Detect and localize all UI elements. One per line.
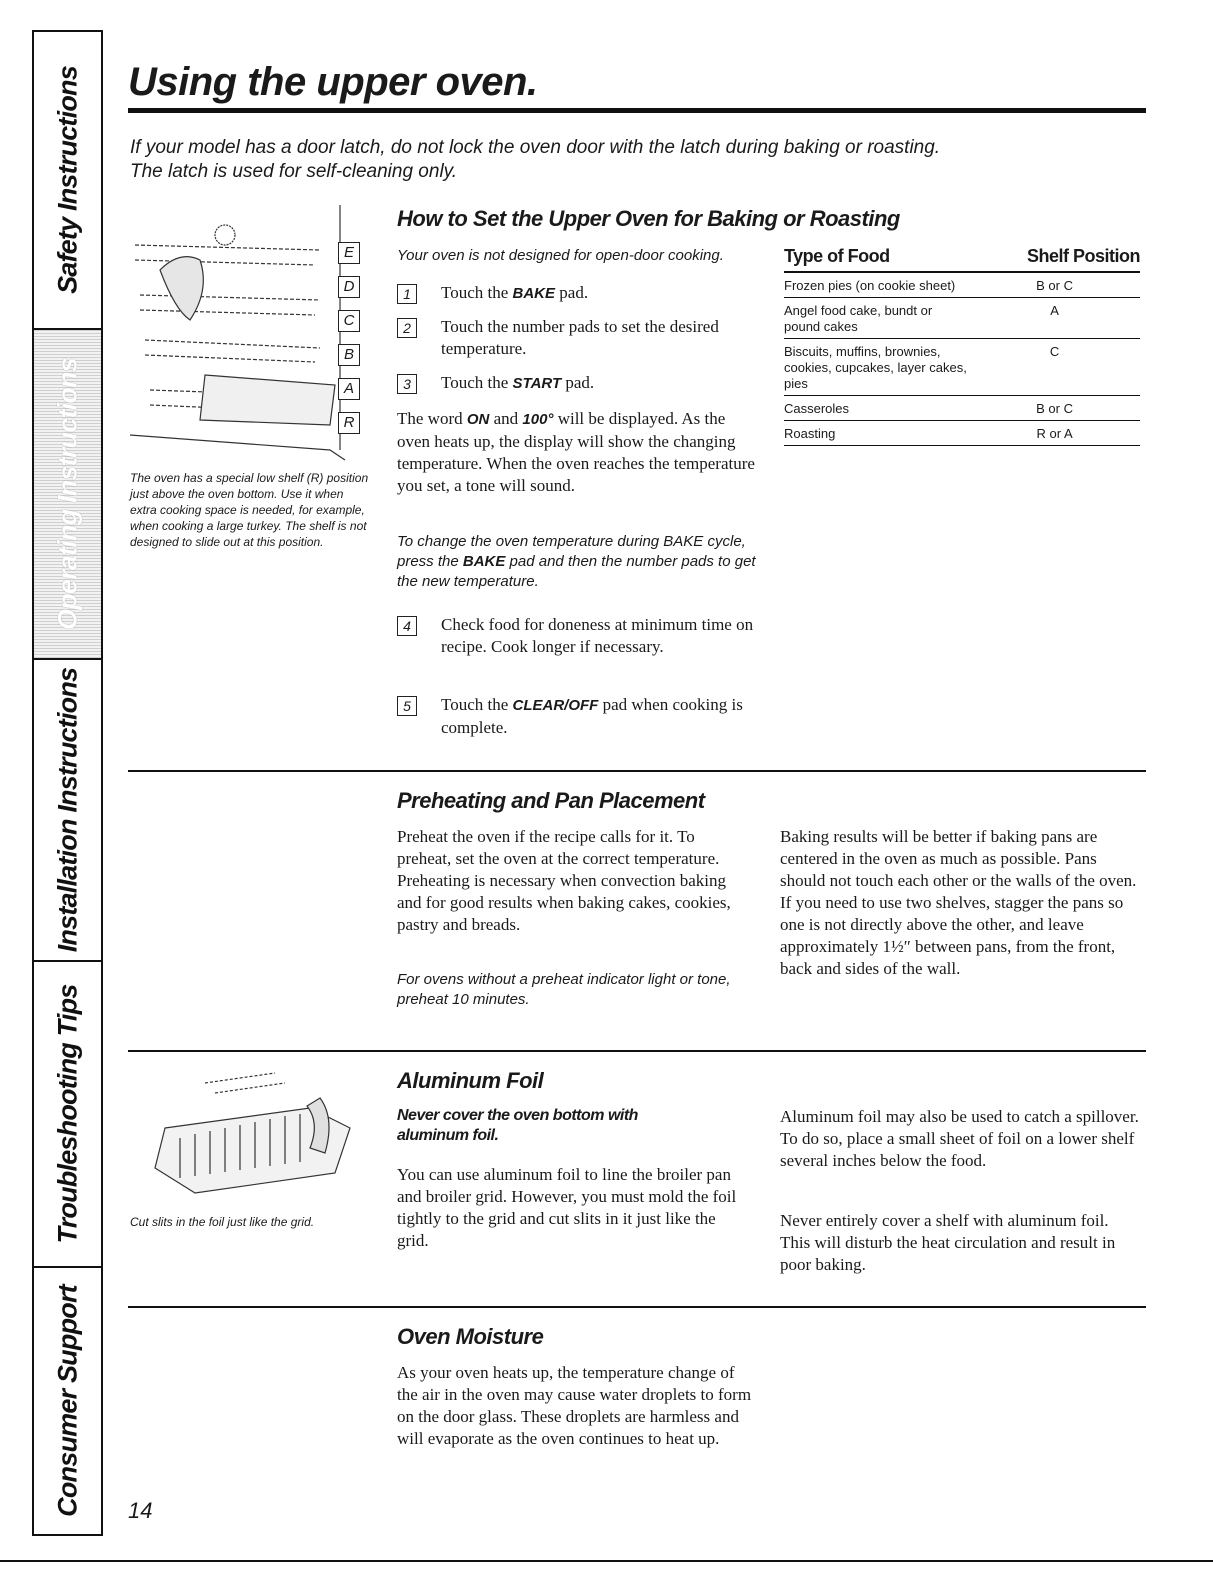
tab-label: Safety Instructions <box>52 66 82 294</box>
shelf-label-a: A <box>338 378 360 400</box>
step-text: Touch the number pads to set the desired temperature. <box>441 317 719 358</box>
section-divider <box>128 770 1146 772</box>
oven-shelves-drawing <box>130 200 370 470</box>
text-fragment: will be displayed. As the oven heats up, the display will show the changing temperature. When the oven reaches the temperature you set, a tone will sound. <box>397 409 755 495</box>
foil-spillover-text: Aluminum foil may also be used to catch a spillover. To do so, place a small sheet of foil on a lower shelf several inches below the food. <box>780 1107 1139 1170</box>
food-cell: Angel food cake, bundt or pound cakes <box>784 298 969 339</box>
step-text <box>441 372 757 395</box>
bake-pad-keyword: BAKE <box>512 285 556 302</box>
tab-label: Installation Instructions <box>52 667 82 953</box>
oven-shelf-illustration <box>130 200 370 470</box>
position-cell: A <box>969 298 1140 339</box>
preheat-heading: Preheating and Pan Placement <box>397 788 705 813</box>
position-cell: C <box>969 339 1140 396</box>
position-cell: B or C <box>969 396 1140 421</box>
position-cell: B or C <box>969 272 1140 298</box>
section-divider <box>128 1306 1146 1308</box>
bake-heading: How to Set the Upper Oven for Baking or Roasting <box>397 206 900 231</box>
title-divider <box>128 108 1146 113</box>
step-text-pre: Touch the <box>441 373 513 392</box>
table-row <box>784 421 1140 446</box>
tab-label: Troubleshooting Tips <box>52 984 82 1244</box>
open-door-note: Your oven is not designed for open-door cooking. <box>397 247 724 264</box>
pan-placement-text: Baking results will be better if baking pans are centered in the oven as much as possible. Pans should not touch each other or the walls of the oven. If you need to use two shelves, stagger the pans so one is not directly above the other, and leave approximately 1½″ between pans, from the front, back and sides of the wall. <box>780 827 1137 978</box>
column-header-position: Shelf Position <box>969 246 1140 272</box>
text-fragment: To change the oven temperature during BAKE cycle, press the <box>397 533 746 570</box>
on-keyword: ON <box>466 411 490 428</box>
change-temperature-note <box>397 532 757 592</box>
table-header-row <box>784 246 1140 272</box>
shelf-label-e: E <box>338 242 360 264</box>
foil-warning: Never cover the oven bottom with aluminum foil. <box>397 1107 638 1144</box>
display-description <box>397 408 757 497</box>
shelf-position-table <box>784 246 1140 446</box>
preheat-note: For ovens without a preheat indicator light or tone, preheat 10 minutes. <box>397 971 731 1008</box>
section-divider <box>128 1050 1146 1052</box>
food-cell: Biscuits, muffins, brownies, cookies, cupcakes, layer cakes, pies <box>784 339 969 396</box>
footer-divider <box>0 1560 1213 1562</box>
foil-figure-caption: Cut slits in the foil just like the grid. <box>130 1215 315 1229</box>
step-text-pre: Touch the <box>441 695 513 714</box>
tab-consumer-support[interactable] <box>34 1268 101 1534</box>
tab-label: Consumer Support <box>52 1285 82 1517</box>
table-row <box>784 298 1140 339</box>
shelf-label-r: R <box>338 412 360 434</box>
latch-warning <box>130 136 1030 184</box>
table-row <box>784 339 1140 396</box>
step-text-pre: Touch the <box>441 283 513 302</box>
shelf-figure-caption: The oven has a special low shelf (R) position just above the oven bottom. Use it when extra cooking space is needed, for example, when cooking a large turkey. The shelf is not designed to slide out at this position. <box>130 471 369 549</box>
clear-off-keyword: CLEAR/OFF <box>512 697 599 714</box>
section-tabs <box>32 30 103 1536</box>
step-text-post: pad. <box>561 373 595 392</box>
shelf-label-c: C <box>338 310 360 332</box>
food-cell: Frozen pies (on cookie sheet) <box>784 272 969 298</box>
step-text-post: pad when cooking is complete. <box>441 695 743 737</box>
text-fragment: and <box>489 409 523 428</box>
shelf-label-b: B <box>338 344 360 366</box>
moisture-text: As your oven heats up, the temperature change of the air in the oven may cause water droplets to form on the door glass. These droplets are harmless and will evaporate as the oven continues to heat up. <box>397 1363 752 1448</box>
step-text: Check food for doneness at minimum time on recipe. Cook longer if necessary. <box>441 615 754 656</box>
text-fragment: pad and then the number pads to get the new temperature. <box>397 553 756 590</box>
foil-grid-drawing <box>135 1068 365 1208</box>
foil-heading: Aluminum Foil <box>397 1068 544 1093</box>
page-title: Using the upper oven. <box>128 60 538 104</box>
shelf-label-d: D <box>338 276 360 298</box>
step-text <box>441 694 757 739</box>
food-cell: Casseroles <box>784 396 969 421</box>
foil-text: You can use aluminum foil to line the broiler pan and broiler grid. However, you must mold the foil tightly to the grid and cut slits in it just like the grid. <box>397 1165 737 1250</box>
page-number: 14 <box>128 1498 153 1523</box>
table-row <box>784 396 1140 421</box>
step-number: 1 <box>397 284 417 304</box>
intro-line: The latch is used for self-cleaning only. <box>130 161 458 182</box>
bake-step <box>397 282 757 305</box>
foil-shelf-warning: Never entirely cover a shelf with aluminum foil. This will disturb the heat circulation and result in poor baking. <box>780 1211 1116 1274</box>
moisture-heading: Oven Moisture <box>397 1324 544 1349</box>
food-cell: Roasting <box>784 421 969 446</box>
tab-installation-instructions[interactable] <box>34 660 101 962</box>
start-pad-keyword: START <box>512 375 562 392</box>
text-fragment: The word <box>397 409 467 428</box>
bake-step <box>397 694 757 739</box>
tab-label: Operating Instructions <box>52 358 82 630</box>
temperature-keyword: 100° <box>522 411 554 428</box>
step-number: 5 <box>397 696 417 716</box>
bake-step <box>397 614 757 658</box>
column-header-food: Type of Food <box>784 246 969 272</box>
step-text <box>441 282 757 305</box>
position-cell: R or A <box>969 421 1140 446</box>
step-number: 3 <box>397 374 417 394</box>
preheat-text: Preheat the oven if the recipe calls for it. To preheat, set the oven at the correct temperature. Preheating is necessary when convection baking and for good results when baking cakes, cookies, pastry and breads. <box>397 827 731 934</box>
tab-safety-instructions[interactable] <box>34 32 101 330</box>
table-row <box>784 272 1140 298</box>
bake-keyword: BAKE <box>462 553 506 570</box>
step-text-post: pad. <box>555 283 589 302</box>
bake-step <box>397 316 757 360</box>
intro-line: If your model has a door latch, do not lock the oven door with the latch during baking or roasting. <box>130 137 941 158</box>
tab-operating-instructions[interactable] <box>34 330 101 660</box>
broiler-pan-illustration <box>135 1068 365 1208</box>
bake-step <box>397 372 757 395</box>
step-number: 4 <box>397 616 417 636</box>
tab-troubleshooting-tips[interactable] <box>34 962 101 1268</box>
step-number: 2 <box>397 318 417 338</box>
